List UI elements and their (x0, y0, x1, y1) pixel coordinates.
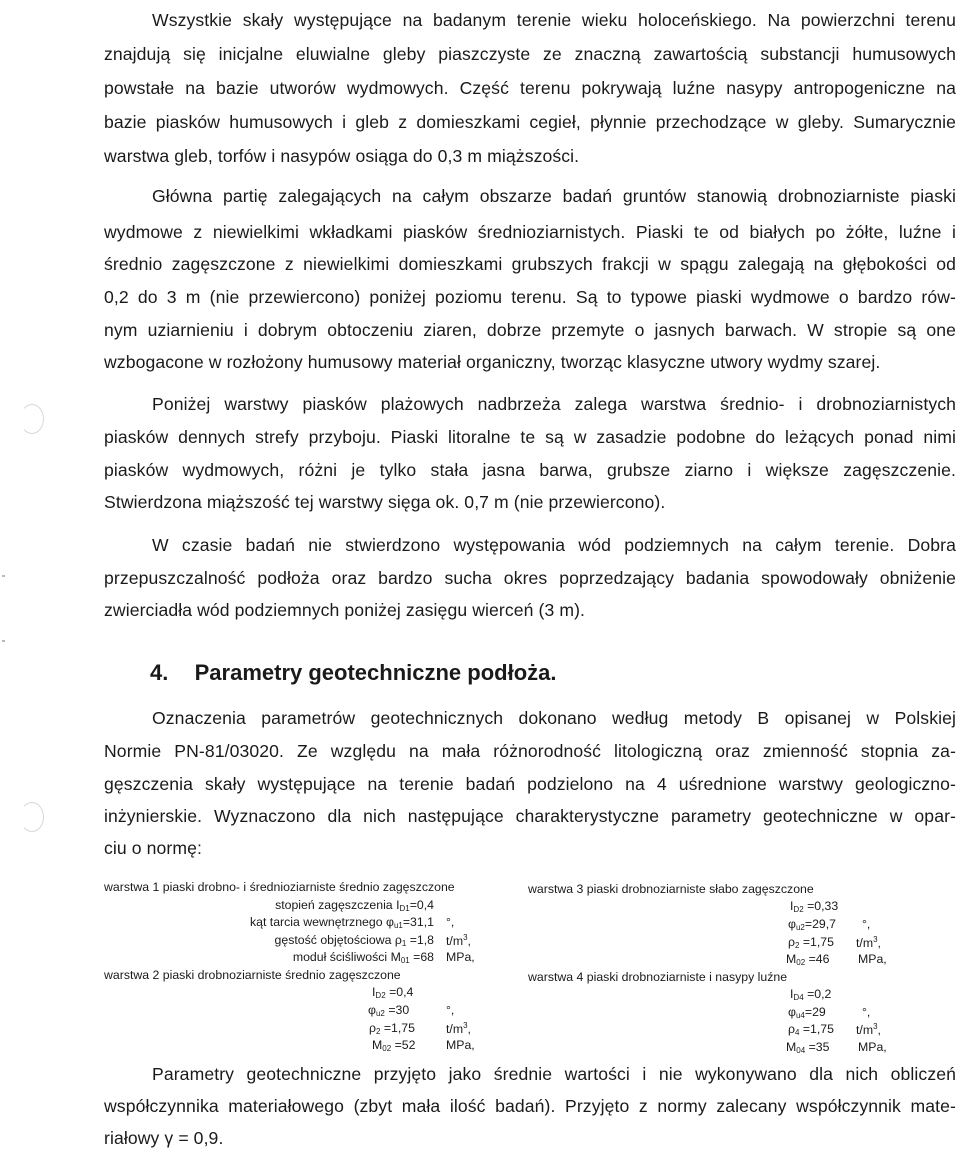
layer-1-unit-degree: °, (446, 915, 455, 929)
text-line: bazie piasków humusowych i gleb z domieszkami cegieł, płynnie przechodzące w gleby. Sumarycznie (104, 112, 956, 132)
text-line: riałowy γ = 0,9. (104, 1128, 224, 1148)
layer-3-param-bulk-density: $\rho_2 =1,75$ (788, 935, 834, 950)
layer-3-unit-degree: °, (862, 917, 871, 931)
text-line: ciu o normę: (104, 838, 203, 858)
text-line: Stwierdzona miąższość tej warstwy sięga ok. 0,7 m (nie przewiercono). (104, 492, 666, 512)
layer-4-unit-density: $t/m^3$, (856, 1022, 881, 1037)
layer-4-heading: warstwa 4 piaski drobnoziarniste i nasypy luźne (528, 970, 788, 984)
text-line: wzbogacone w rozłożony humusowy materiał organiczny, tworząc klasyczne utwory wydmy szarej. (104, 352, 881, 372)
layer-4-param-modulus: $M_{04} =35$ (786, 1040, 830, 1055)
layer-3-param-friction-angle: $\varphi_{u2}=29,7$ (788, 917, 837, 932)
text-line: znajdują się inicjalne eluwialne gleby piaszczyste ze znaczną zawartością substancji humusowych (104, 44, 956, 64)
text-line: średnio zagęszczone z niewielkimi domieszkami grubszych frakcji w spągu zalegają na głębokości od (104, 254, 956, 274)
layer-3-unit-modulus: MPa, (858, 952, 887, 966)
section-number: 4. (150, 660, 169, 685)
text-line: współczynnika materiałowego (zbyt mała ilość badań). Przyjęto z normy zalecany współczynnik mate- (104, 1096, 956, 1116)
text-line: Główna partię zalegających na całym obszarze badań gruntów stanowią drobnoziarniste piaski (152, 186, 956, 206)
text-line: Parametry geotechniczne przyjęto jako średnie wartości i nie wykonywano dla nich obliczeń (152, 1064, 956, 1084)
layer-4-param-friction-angle: $\varphi_{u4}=29$ (788, 1005, 826, 1020)
text-line: Normie PN-81/03020. Ze względu na mała różnorodność litologiczną oraz zmienność stopnia za- (104, 741, 956, 761)
scan-speck (2, 575, 5, 577)
text-line: przepuszczalność podłoża oraz bardzo sucha okres poprzedzający badania spowodowały obniżenie (104, 568, 956, 588)
punch-hole-top (20, 404, 44, 434)
layer-4-unit-degree: °, (862, 1005, 871, 1019)
layer-3-param-density-index: $I_{D2} =0,33$ (790, 899, 839, 914)
layer-2-param-bulk-density: $\rho_2 =1,75$ (369, 1021, 415, 1036)
text-line: nym uziarnieniu i dobrym obtoczeniu ziaren, dobrze przemyte o jasnych barwach. W stropie są one (104, 320, 956, 340)
layer-1-unit-density: $t/m^3$, (446, 933, 471, 948)
text-line: warstwa gleb, torfów i nasypów osiąga do 0,3 m miąższości. (104, 146, 580, 166)
layer-1-unit-modulus: MPa, (446, 950, 475, 964)
layer-1-param-modulus: moduł ściśliwości $M_{01} =68$ (292, 950, 434, 965)
layer-2-param-modulus: $M_{02} =52$ (372, 1038, 416, 1053)
layer-2-heading: warstwa 2 piaski drobnoziarniste średnio zagęszczone (104, 968, 401, 982)
layer-1-param-friction-angle: kąt tarcia wewnętrznego $\varphi_{u1}=31,1$ (249, 915, 434, 930)
text-line: wydmowe z niewielkimi wkładkami piasków średnioziarnistych. Piaski te od białych po żółte, luźne i (104, 222, 956, 242)
text-line: piasków wydmowych, różni je tylko stała jasna barwa, grubsze ziarno i większe zagęszczenie. (104, 460, 956, 480)
layer-1-param-density-index: stopień zagęszczenia $I_{D1}=0,4$ (275, 898, 434, 913)
layer-3-unit-density: $t/m^3$, (856, 935, 881, 950)
layer-1-param-bulk-density: gęstość objętościowa $\rho_1 =1,8$ (274, 933, 434, 948)
layer-2-param-density-index: $I_{D2} =0,4$ (372, 985, 414, 1000)
scan-speck (2, 640, 5, 642)
text-line: 0,2 do 3 m (nie przewiercono) poniżej poziomu terenu. Są to typowe piaski wydmowe o bardzo rów- (104, 287, 956, 307)
layer-4-param-bulk-density: $\rho_4 =1,75$ (788, 1022, 834, 1037)
punch-hole-bottom (20, 802, 44, 832)
text-line: powstałe na bazie utworów wydmowych. Część terenu pokrywają luźne nasypy antropogeniczne na (104, 78, 956, 98)
layer-2-param-friction-angle: $\varphi_{u2} =30$ (368, 1003, 410, 1018)
layer-2-unit-degree: °, (446, 1003, 455, 1017)
text-line: Oznaczenia parametrów geotechnicznych dokonano według metody B opisanej w Polskiej (152, 708, 956, 728)
text-line: gęszczenia skały występujące na terenie badań podzielono na 4 uśrednione warstwy geologiczno- (104, 774, 956, 794)
text-line: Wszystkie skały występujące na badanym terenie wieku holoceńskiego. Na powierzchni terenu (152, 10, 956, 30)
layer-1-heading: warstwa 1 piaski drobno- i średnioziarniste średnio zagęszczone (104, 880, 455, 894)
layer-4-unit-modulus: MPa, (858, 1040, 887, 1054)
section-heading (150, 660, 556, 686)
text-line: zwierciadła wód podziemnych poniżej zasięgu wierceń (3 m). (104, 600, 586, 620)
layer-3-heading: warstwa 3 piaski drobnoziarniste słabo zagęszczone (528, 882, 814, 896)
layer-3-param-modulus: $M_{02} =46$ (786, 952, 830, 967)
text-line: inżynierskie. Wyznaczono dla nich następujące charakterystyczne parametry geotechniczne w opar- (104, 806, 956, 826)
layer-2-unit-density: $t/m^3$, (446, 1021, 471, 1036)
text-line: W czasie badań nie stwierdzono występowania wód podziemnych na całym terenie. Dobra (152, 535, 956, 555)
section-title: Parametry geotechniczne podłoża. (194, 660, 557, 685)
text-line: Poniżej warstwy piasków plażowych nadbrzeża zalega warstwa średnio- i drobnoziarnistych (152, 394, 956, 414)
text-line: piasków dennych strefy przyboju. Piaski litoralne te są w zasadzie podobne do leżących ponad nimi (104, 427, 956, 447)
layer-2-unit-modulus: MPa, (446, 1038, 475, 1052)
layer-4-param-density-index: $I_{D4} =0,2$ (790, 987, 832, 1002)
